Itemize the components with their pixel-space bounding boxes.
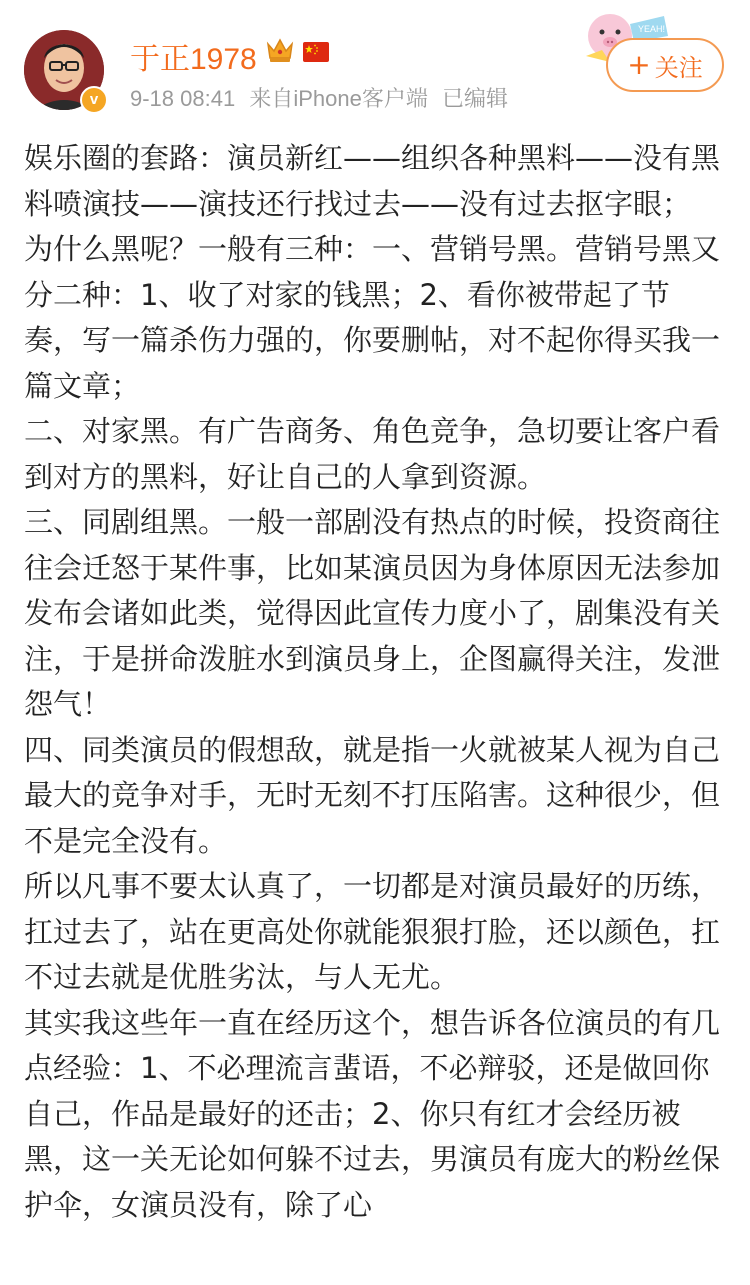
post-content bbox=[24, 136, 720, 1228]
post-paragraph: 二、对家黑。有广告商务、角色竞争，急切要让客户看到对方的黑料，好让自己的人拿到资源。 bbox=[24, 414, 721, 494]
post-meta bbox=[130, 82, 516, 113]
follow-area bbox=[580, 6, 730, 96]
post-paragraph: 四、同类演员的假想敌，就是指一火就被某人视为自己最大的竞争对手，无时无刻不打压陷害。这种很少，但不是完全没有。 bbox=[24, 732, 721, 858]
post-time: 9-18 08:41 bbox=[130, 86, 236, 111]
post-source: 来自iPhone客户端 bbox=[249, 86, 428, 111]
sticker-text: YEAH! bbox=[638, 24, 666, 34]
post-paragraph: 为什么黑呢？一般有三种：一、营销号黑。营销号黑又分二种：1、收了对家的钱黑；2、看你被带起了节奏，写一篇杀伤力强的，你要删帖，对不起你得买我一篇文章； bbox=[24, 232, 721, 403]
post-paragraph: 所以凡事不要太认真了，一切都是对演员最好的历练，扛过去了，站在更高处你就能狠狠打脸，还以颜色，扛不过去就是优胜劣汰，与人无尤。 bbox=[24, 869, 721, 994]
crown-icon bbox=[265, 36, 295, 64]
post-paragraph: 其实我这些年一直在经历这个，想告诉各位演员的有几点经验：1、不必理流言蜚语，不必辩驳，还是做回你自己，作品是最好的还击；2、你只有红才会经历被黑，这一关无论如何躲不过去，男演员有庞大的粉丝保护伞，女演员没有，除了心 bbox=[24, 1005, 721, 1222]
follow-button[interactable] bbox=[606, 38, 724, 92]
follow-label: 关注 bbox=[654, 54, 703, 82]
avatar[interactable] bbox=[24, 30, 104, 110]
username[interactable]: 于正1978 bbox=[130, 43, 257, 76]
post-edited: 已编辑 bbox=[441, 86, 508, 111]
china-flag-icon bbox=[303, 42, 329, 62]
post-paragraph: 三、同剧组黑。一般一部剧没有热点的时候，投资商往往会迁怒于某件事，比如某演员因为身体原因无法参加发布会诸如此类，觉得因此宣传力度小了，剧集没有关注，于是拼命泼脏水到演员身上，企图赢得关注，发泄怨气！ bbox=[24, 505, 721, 721]
post-header bbox=[0, 0, 750, 120]
verified-badge-icon: v bbox=[80, 86, 108, 114]
plus-icon: + bbox=[627, 48, 651, 81]
post-paragraph: 娱乐圈的套路：演员新红——组织各种黑料——没有黑料喷演技——演技还行找过去——没有过去抠字眼； bbox=[24, 141, 721, 221]
